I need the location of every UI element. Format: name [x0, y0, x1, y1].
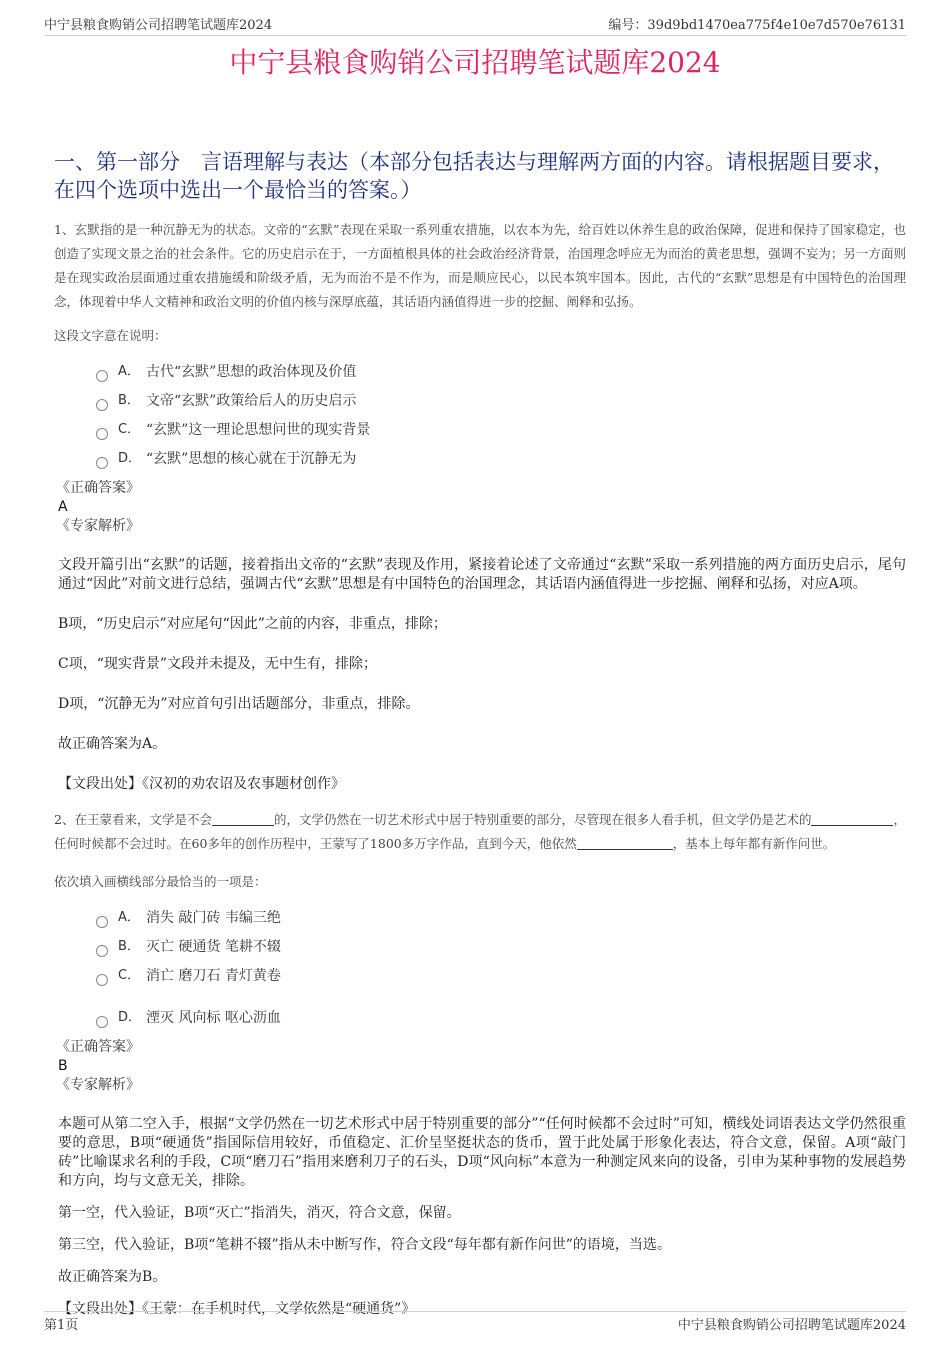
analysis-label: 《专家解析》 [56, 518, 140, 534]
question-2 [54, 808, 906, 1319]
answer-value: A [58, 499, 68, 515]
source-citation: 【文段出处】《汉初的劝农诏及农事题材创作》 [58, 776, 345, 792]
option-d[interactable]: D． 湮灭 风向标 呕心沥血 [96, 1008, 906, 1028]
question-2-options [96, 908, 906, 1028]
question-1 [54, 218, 906, 794]
analysis-label: 《专家解析》 [56, 1077, 140, 1093]
question-2-stem: 2、在王蒙看来，文学是不会 的，文学仍然在一切艺术形式中居于特别重要的部分，尽管现在很多人看手机，但文学仍是艺术的 ，任何时候都不会过时。在60多年的创作历程中，王蒙写了1800多万字作品，直到今天，他依然 ，基本上每年都有新作问世。 [54, 812, 906, 851]
analysis-paragraph: 本题可从第二空入手，根据“文学仍然在一切艺术形式中居于特别重要的部分”“任何时候都不会过时”可知，横线处词语表达文学仍然很重要的意思，B项“硬通货”指国际信用较好，币值稳定、汇价呈坚挺状态的货币，置于此处属于形象化表达，符合文意，保留。A项“敲门砖”比喻谋求名利的手段，C项“磨刀石”指用来磨利刀子的石头，D项“风向标”本意为一种测定风来向的设备，引申为某种事物的发展趋势和方向，均与文意无关，排除。 [58, 1116, 906, 1189]
option-b[interactable]: B． 灭亡 硬通货 笔耕不辍 [96, 937, 906, 957]
question-2-prompt: 依次填入画横线部分最恰当的一项是： [54, 874, 267, 889]
page-footer [44, 1314, 906, 1334]
page-title: 中宁县粮食购销公司招聘笔试题库2024 [229, 46, 721, 79]
source-citation: 【文段出处】《王蒙：在手机时代，文学依然是“硬通货”》 [58, 1301, 416, 1317]
analysis-paragraph: 故正确答案为A。 [58, 736, 167, 752]
header-doc-id: 编号：39d9bd1470ea775f4e10e7d570e76131 [608, 18, 906, 33]
analysis-paragraph: D项，“沉静无为”对应首句引出话题部分，非重点，排除。 [58, 696, 420, 712]
analysis-paragraph: 故正确答案为B。 [58, 1269, 167, 1285]
answer-label: 《正确答案》 [56, 480, 140, 496]
analysis-paragraph: 第一空，代入验证，B项“灭亡”指消失，消灭，符合文意，保留。 [58, 1205, 461, 1221]
option-a[interactable]: A． 古代“玄默”思想的政治体现及价值 [96, 362, 906, 382]
option-d[interactable]: D． “玄默”思想的核心就在于沉静无为 [96, 449, 906, 469]
option-c[interactable]: C． “玄默”这一理论思想问世的现实背景 [96, 420, 906, 440]
fill-blank-2 [811, 812, 893, 826]
answer-label: 《正确答案》 [56, 1039, 140, 1055]
section-heading: 一、第一部分 言语理解与表达（本部分包括表达与理解两方面的内容。请根据题目要求，在四个选项中选出一个最恰当的答案。） [54, 150, 894, 202]
analysis-paragraph: 第三空，代入验证，B项“笔耕不辍”指从未中断写作，符合文段“每年都有新作问世”的语境，当选。 [58, 1237, 671, 1253]
page-header [44, 14, 906, 34]
radio-button[interactable] [96, 457, 108, 469]
analysis-paragraph: 文段开篇引出“玄默”的话题，接着指出文帝的“玄默”表现及作用，紧接着论述了文帝通过“玄默”采取一系列措施的两方面历史启示，尾句通过“因此”对前文进行总结，强调古代“玄默”思想是有中国特色的治国理念，其话语内涵值得进一步挖掘、阐释和弘扬，对应A项。 [58, 557, 906, 592]
analysis-paragraph: B项，“历史启示”对应尾句“因此”之前的内容，非重点，排除； [58, 616, 447, 632]
option-c[interactable]: C． 消亡 磨刀石 青灯黄卷 [96, 966, 906, 986]
option-a[interactable]: A． 消失 敲门砖 韦编三绝 [96, 908, 906, 928]
radio-button[interactable] [96, 370, 108, 382]
radio-button[interactable] [96, 399, 108, 411]
radio-button[interactable] [96, 945, 108, 957]
header-doc-title: 中宁县粮食购销公司招聘笔试题库2024 [44, 18, 273, 33]
fill-blank-1 [212, 812, 274, 826]
question-1-options [96, 362, 906, 469]
fill-blank-3 [577, 836, 673, 850]
page-number: 第1页 [44, 1318, 79, 1333]
question-1-stem: 1、玄默指的是一种沉静无为的状态。文帝的“玄默”表现在采取一系列重农措施，以农本为先，给百姓以休养生息的政治保障，促进和保持了国家稳定，也创造了实现文景之治的社会条件。它的历史启示在于，一方面植根具体的社会政治经济背景，治国理念呼应无为而治的黄老思想，强调不妄为；另一方面则是在现实政治层面通过重农措施缓和阶级矛盾，无为而治不是不作为，而是顺应民心，以民本筑牢国本。因此，古代的“玄默”思想是有中国特色的治国理念，体现着中华人文精神和政治文明的价值内核与深厚底蕴，其话语内涵值得进一步的挖掘、阐释和弘扬。 [54, 222, 906, 309]
question-1-prompt: 这段文字意在说明： [54, 328, 167, 343]
analysis-paragraph: C项，“现实背景”文段并未提及，无中生有，排除； [58, 656, 378, 672]
option-b[interactable]: B． 文帝“玄默”政策给后人的历史启示 [96, 391, 906, 411]
radio-button[interactable] [96, 1016, 108, 1028]
radio-button[interactable] [96, 916, 108, 928]
footer-divider [44, 1311, 906, 1312]
footer-doc-title: 中宁县粮食购销公司招聘笔试题库2024 [677, 1318, 906, 1333]
answer-value: B [58, 1058, 68, 1074]
header-divider [44, 35, 906, 36]
radio-button[interactable] [96, 974, 108, 986]
question-list [54, 218, 906, 1319]
radio-button[interactable] [96, 428, 108, 440]
